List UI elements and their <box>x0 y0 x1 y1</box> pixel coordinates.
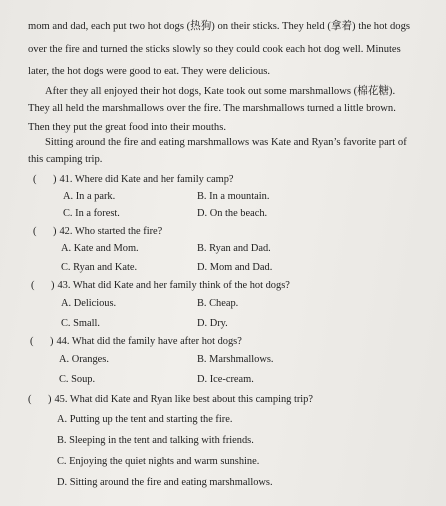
option-c[interactable]: C. In a forest. <box>63 208 120 219</box>
passage-line: this camping trip. <box>28 154 103 165</box>
option-a[interactable]: A. Putting up the tent and starting the fire. <box>57 414 233 425</box>
option-b[interactable]: B. In a mountain. <box>197 191 270 202</box>
passage-line: After they all enjoyed their hot dogs, Kate took out some marshmallows (棉花糖). <box>45 86 396 97</box>
passage-line: over the fire and turned the sticks slowly so they could cook each hot dog well. Minutes <box>28 44 401 55</box>
option-b[interactable]: B. Ryan and Dad. <box>197 243 271 254</box>
answer-paren-close: ) <box>53 226 57 237</box>
answer-paren-close: ) <box>53 174 57 185</box>
option-d[interactable]: D. Dry. <box>197 318 228 329</box>
answer-paren-close: ) <box>48 394 52 405</box>
option-a[interactable]: A. Delicious. <box>61 298 117 309</box>
answer-paren-close: ) <box>51 280 55 291</box>
answer-paren-close: ) <box>50 336 54 347</box>
answer-paren-open[interactable]: ( <box>28 394 32 405</box>
option-c[interactable]: C. Ryan and Kate. <box>61 262 138 273</box>
passage-line: mom and dad, each put two hot dogs (热狗) on their sticks. They held (拿着) the hot dogs <box>28 21 411 32</box>
option-c[interactable]: C. Soup. <box>59 374 96 385</box>
option-a[interactable]: A. Oranges. <box>59 354 109 365</box>
option-c[interactable]: C. Small. <box>61 318 100 329</box>
option-b[interactable]: B. Cheap. <box>197 298 239 309</box>
option-d[interactable]: D. Mom and Dad. <box>197 262 273 273</box>
question-stem: 41. Where did Kate and her family camp? <box>59 174 234 185</box>
passage-line: later, the hot dogs were good to eat. They were delicious. <box>28 66 271 77</box>
answer-paren-open[interactable]: ( <box>30 336 34 347</box>
option-a[interactable]: A. In a park. <box>63 191 116 202</box>
answer-paren-open[interactable]: ( <box>33 226 37 237</box>
question-stem: 45. What did Kate and Ryan like best about this camping trip? <box>54 394 313 405</box>
option-d[interactable]: D. Sitting around the fire and eating marshmallows. <box>57 477 273 488</box>
option-d[interactable]: D. Ice-cream. <box>197 374 254 385</box>
option-d[interactable]: D. On the beach. <box>197 208 268 219</box>
passage-line: They all held the marshmallows over the fire. The marshmallows turned a little brown. <box>28 103 396 114</box>
question-stem: 44. What did the family have after hot dogs? <box>56 336 242 347</box>
passage-line: Then they put the great food into their mouths. <box>28 122 227 133</box>
option-b[interactable]: B. Marshmallows. <box>197 354 274 365</box>
option-a[interactable]: A. Kate and Mom. <box>61 243 139 254</box>
question-stem: 42. Who started the fire? <box>59 226 163 237</box>
answer-paren-open[interactable]: ( <box>33 174 37 185</box>
option-c[interactable]: C. Enjoying the quiet nights and warm sunshine. <box>57 456 260 467</box>
option-b[interactable]: B. Sleeping in the tent and talking with friends. <box>57 435 254 446</box>
answer-paren-open[interactable]: ( <box>31 280 35 291</box>
question-stem: 43. What did Kate and her family think of the hot dogs? <box>57 280 290 291</box>
passage-line: Sitting around the fire and eating marshmallows was Kate and Ryan’s favorite part of <box>45 137 407 148</box>
